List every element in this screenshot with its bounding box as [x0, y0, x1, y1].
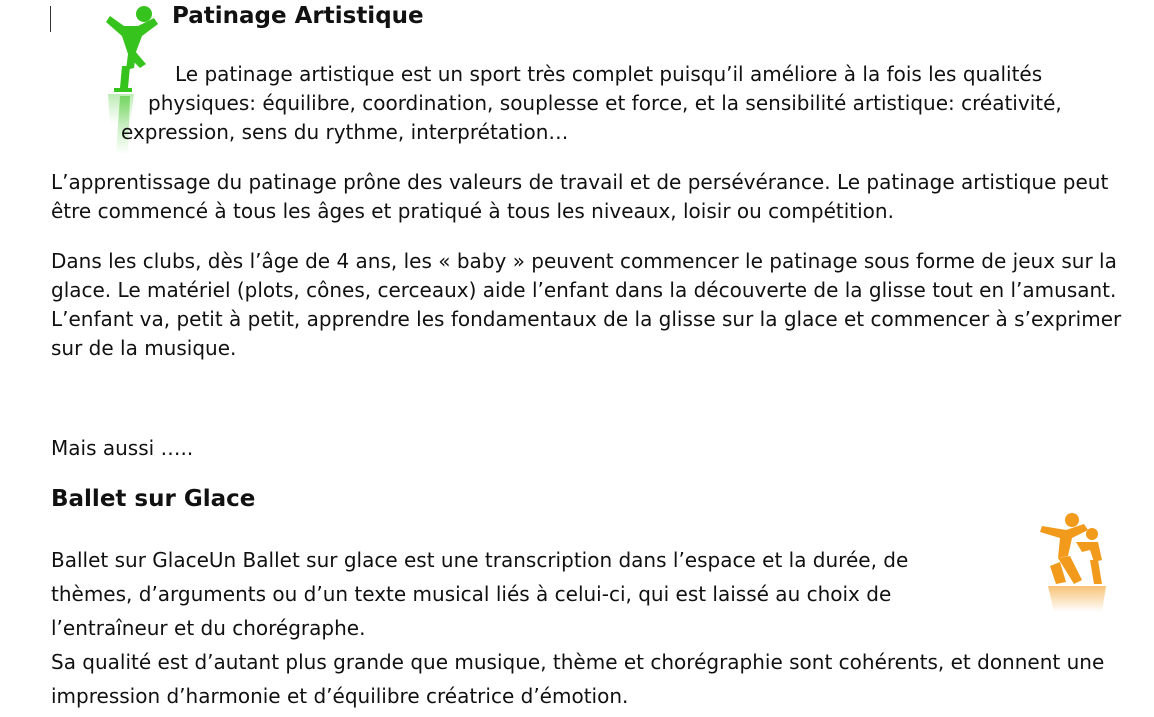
section-title-patinage: Patinage Artistique: [172, 3, 424, 29]
text-cursor: [50, 6, 51, 32]
paragraph-ballet-2: Sa qualité est d’autant plus grande que musique, thème et chorégraphie sont cohérents, et donnent une impression d’harmonie et d’équilibre créatrice d’émotion.: [51, 650, 1105, 708]
intro-line-2: physiques: équilibre, coordination, souplesse et force, et la sensibilité artistique: créativité,: [148, 91, 1062, 115]
section-title-ballet: Ballet sur Glace: [51, 486, 256, 512]
intro-line-1: Le patinage artistique est un sport très complet puisqu’il améliore à la fois les qualités: [175, 62, 1043, 86]
paragraph-ballet-1: Ballet sur GlaceUn Ballet sur glace est une transcription dans l’espace et la durée, de thèmes, d’arguments ou d’un texte musical liés à celui-ci, qui est laissé au choix de l’entraîneur et du chorégraphe.: [51, 548, 909, 640]
mais-aussi-text: Mais aussi …..: [51, 436, 194, 460]
intro-line-3: expression, sens du rythme, interprétation…: [121, 120, 569, 144]
ice-dancers-icon: [1036, 512, 1118, 612]
paragraph-clubs: Dans les clubs, dès l’âge de 4 ans, les « baby » peuvent commencer le patinage sous forme de jeux sur la glace. Le matériel (plots, cônes, cerceaux) aide l’enfant dans la découverte de la glisse tout en l’amusant. L’enfant va, petit à petit, apprendre les fondamentaux de la glisse sur la glace et commencer à s’exprimer sur de la musique.: [51, 249, 1122, 360]
paragraph-apprentissage: L’apprentissage du patinage prône des valeurs de travail et de persévérance. Le patinage artistique peut être commencé à tous les âges et pratiqué à tous les niveaux, loisir ou compétition.: [51, 170, 1109, 223]
